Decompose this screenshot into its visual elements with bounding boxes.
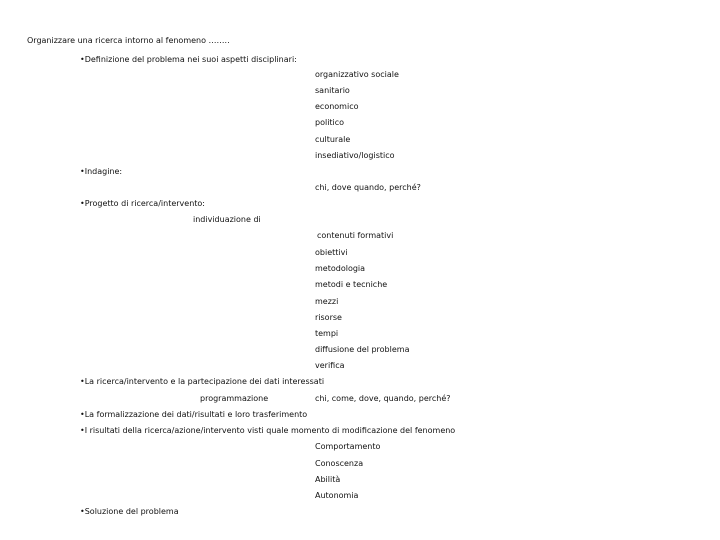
aspect-item: insediativo/logistico (315, 151, 395, 160)
partecipazione-question: chi, come, dove, quando, perché? (315, 394, 451, 403)
partecipazione-heading: •La ricerca/intervento e la partecipazione dei dati interessati (80, 377, 325, 386)
progetto-item: diffusione del problema (315, 345, 410, 354)
soluzione-heading: •Soluzione del problema (80, 507, 179, 516)
progetto-item: tempi (315, 329, 339, 338)
aspect-item: organizzativo sociale (315, 70, 399, 79)
indagine-heading: •Indagine: (80, 167, 123, 176)
risultati-heading: •I risultati della ricerca/azione/intervento visti quale momento di modificazione del fenomeno (80, 426, 456, 435)
formalizzazione-heading: •La formalizzazione dei dati/risultati e loro trasferimento (80, 410, 308, 419)
progetto-item: risorse (315, 313, 342, 322)
progetto-subheading: individuazione di (193, 215, 261, 224)
risultati-item: Autonomia (315, 491, 359, 500)
progetto-item: contenuti formativi (317, 231, 394, 240)
progetto-item: obiettivi (315, 248, 348, 257)
document-title: Organizzare una ricerca intorno al fenomeno …….. (27, 36, 230, 45)
progetto-heading: •Progetto di ricerca/intervento: (80, 199, 205, 208)
programmazione-label: programmazione (200, 394, 269, 403)
aspect-item: economico (315, 102, 359, 111)
progetto-item: verifica (315, 361, 345, 370)
risultati-item: Abilità (315, 475, 341, 484)
progetto-item: mezzi (315, 297, 339, 306)
aspect-item: politico (315, 118, 345, 127)
progetto-item: metodi e tecniche (315, 280, 388, 289)
definizione-heading: •Definizione del problema nei suoi aspetti disciplinari: (80, 55, 297, 64)
indagine-question: chi, dove quando, perché? (315, 183, 421, 192)
risultati-item: Conoscenza (315, 459, 364, 468)
progetto-item: metodologia (315, 264, 366, 273)
aspect-item: sanitario (315, 86, 350, 95)
aspect-item: culturale (315, 135, 351, 144)
risultati-item: Comportamento (315, 442, 381, 451)
